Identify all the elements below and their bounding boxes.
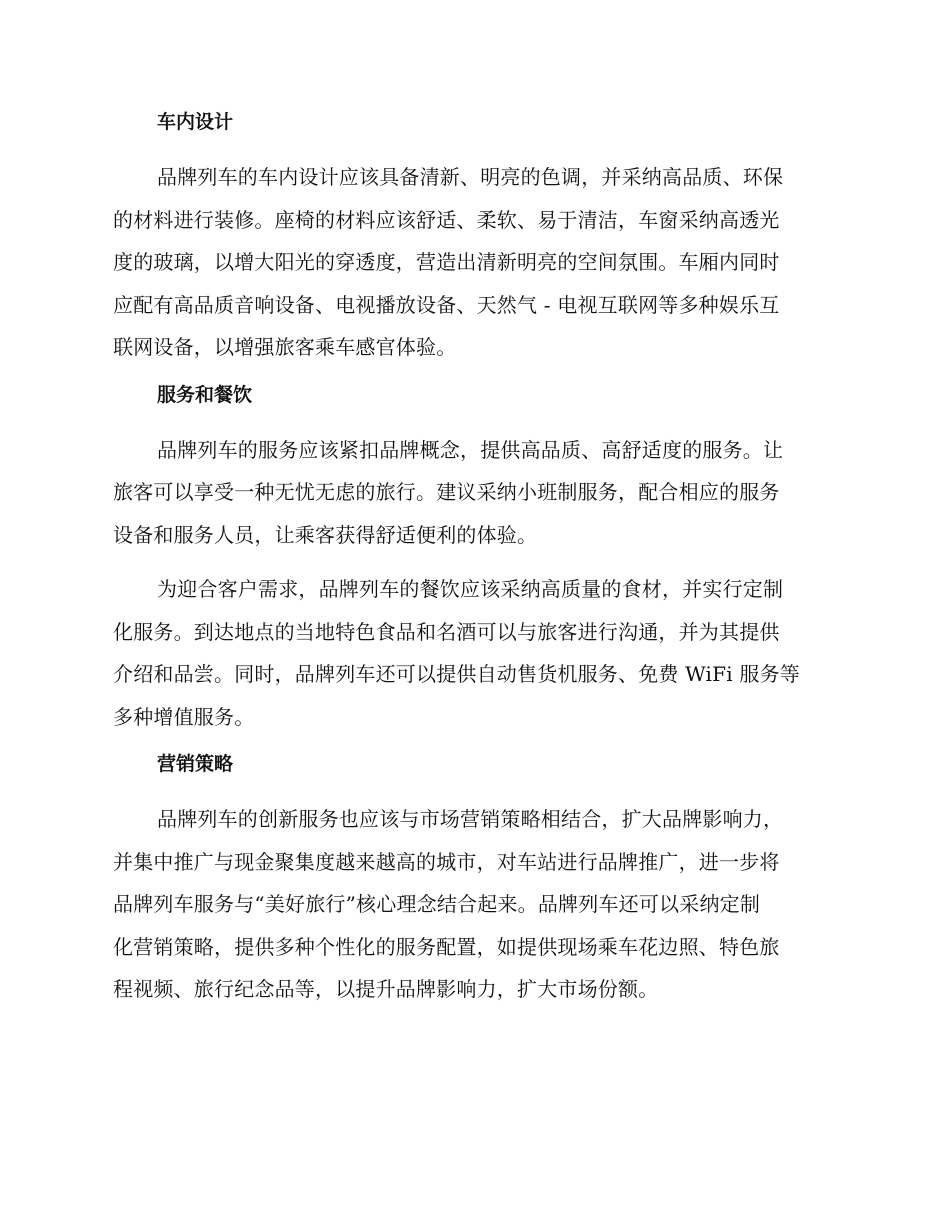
text-line: 为迎合客户需求，品牌列车的餐饮应该采纳高质量的食材，并实行定制: [157, 577, 784, 601]
text-line: 应配有高品质音响设备、电视播放设备、天然气 - 电视互联网等多种娱乐互: [113, 292, 780, 317]
section-marketing-strategy: [113, 750, 837, 1011]
text-line: 介绍和品尝。同时，品牌列车还可以提供自动售货机服务、免费 WiFi 服务等: [113, 662, 800, 686]
section-heading: 服务和餐饮: [157, 383, 253, 406]
section-service-dining: [113, 381, 837, 739]
text-line: 旅客可以享受一种无忧无虑的旅行。建议采纳小班制服务，配合相应的服务: [113, 480, 780, 504]
paragraph: [113, 156, 837, 369]
text-line: 度的玻璃，以增大阳光的穿透度，营造出清新明亮的空间氛围。车厢内同时: [113, 250, 780, 274]
paragraph: [113, 568, 837, 738]
paragraph: [113, 429, 837, 557]
text-line: 多种增值服务。: [113, 704, 255, 729]
text-line: 品牌列车服务与“美好旅行”核心理念结合起来。品牌列车还可以采纳定制: [113, 892, 761, 916]
text-line: 化服务。到达地点的当地特色食品和名酒可以与旅客进行沟通，并为其提供: [113, 619, 780, 644]
section-interior-design: [113, 108, 837, 369]
text-line: 品牌列车的服务应该紧扣品牌概念，提供高品质、高舒适度的服务。让: [157, 437, 784, 462]
document-page: [113, 108, 837, 1023]
section-heading: 营销策略: [157, 753, 234, 775]
text-line: 的材料进行装修。座椅的材料应该舒适、柔软、易于清洁，车窗采纳高透光: [113, 207, 780, 232]
text-line: 联网设备，以增强旅客乘车感官体验。: [113, 335, 457, 359]
text-line: 品牌列车的车内设计应该具备清新、明亮的色调，并采纳高品质、环保: [157, 165, 784, 189]
text-line: 化营销策略，提供多种个性化的服务配置，如提供现场乘车花边照、特色旅: [113, 934, 780, 959]
text-line: 并集中推广与现金聚集度越来越高的城市，对车站进行品牌推广，进一步将: [113, 849, 780, 874]
section-heading: 车内设计: [157, 111, 234, 133]
text-line: 品牌列车的创新服务也应该与市场营销策略相结合，扩大品牌影响力，: [157, 807, 784, 831]
text-line: 设备和服务人员，让乘客获得舒适便利的体验。: [113, 522, 538, 547]
paragraph: [113, 798, 837, 1011]
text-line: 程视频、旅行纪念品等，以提升品牌影响力，扩大市场份额。: [113, 977, 659, 1001]
